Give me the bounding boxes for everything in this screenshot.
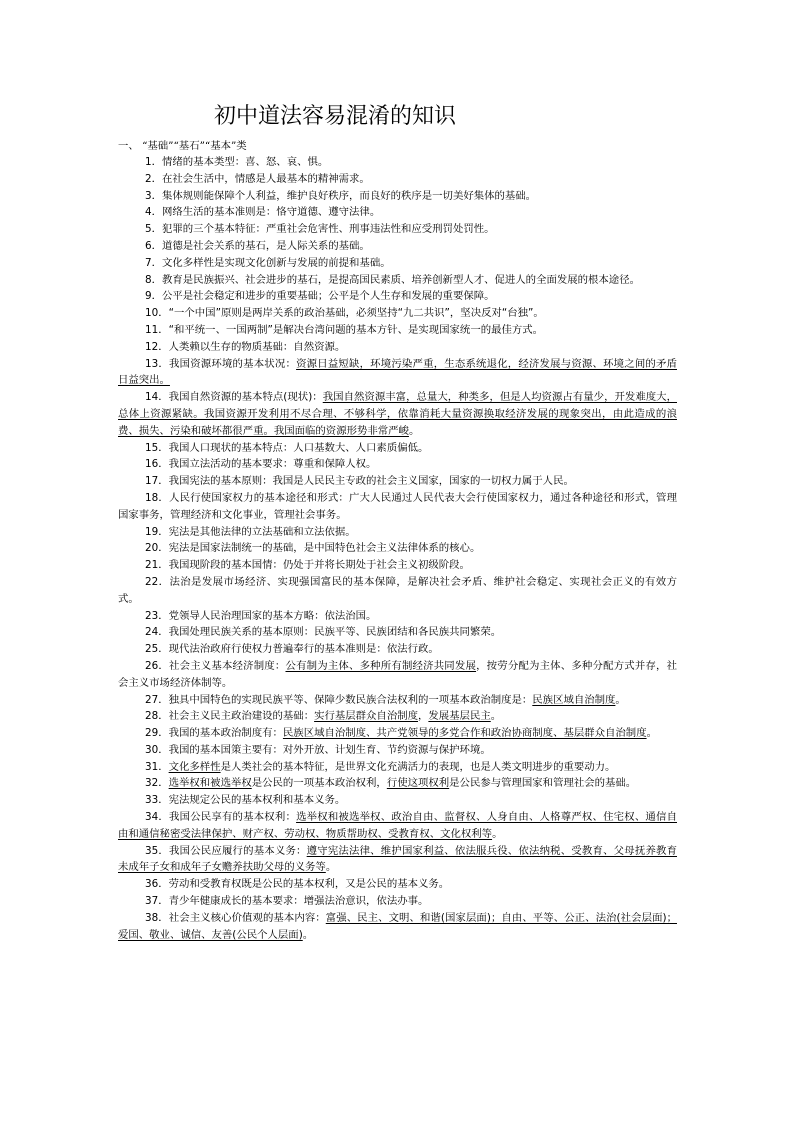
list-item: [118, 305, 677, 322]
list-item: [118, 574, 677, 608]
item-text: “和平统一、一国两制”是解决台湾问题的基本方针、是实现国家统一的最佳方式。: [168, 323, 544, 336]
item-text: 我国的基本政治制度有：: [168, 727, 283, 740]
item-number: 27．: [145, 693, 169, 706]
item-text: 我国资源环境的基本状况：: [169, 357, 297, 370]
item-text: 犯罪的三个基本特征：严重社会危害性、刑事违法性和应受刑罚处罚性。: [162, 223, 495, 236]
item-number: 31．: [145, 760, 169, 773]
item-text: 劳动和受教育权既是公民的基本权利，又是公民的基本义务。: [168, 878, 450, 891]
item-list: [118, 154, 677, 943]
item-number: 35．: [145, 844, 170, 857]
list-item: [118, 742, 677, 759]
item-text: 青少年健康成长的基本要求：增强法治意识，依法办事。: [168, 895, 429, 908]
list-item: [118, 540, 677, 557]
item-text: 。: [325, 861, 337, 874]
item-text-underlined: 遵守宪法法律、维护国家利益、依法服兵役、依法纳税、受教育、父母抚养教育未成年子女和成年子女赡养扶助父母的义务等: [118, 844, 678, 874]
item-text-underlined: 民族区域自治制度: [532, 693, 616, 706]
item-text-underlined: 富强、民主、文明、和谐(国家层面)；自由、平等、公正、法治(社会层面)；爱国、敬业、诚信、友善(公民个人层面): [118, 911, 677, 941]
item-text: 宪法规定公民的基本权利和基本义务。: [168, 794, 346, 807]
item-text: 集体规则能保障个人利益，维护良好秩序，而良好的秩序是一切美好集体的基础。: [162, 189, 537, 202]
list-item: [118, 238, 677, 255]
list-item: [118, 356, 677, 390]
list-item: [118, 725, 677, 742]
item-text-underlined: 民族区域自治制度、共产党领导的多党合作和政治协商制度、基层群众自治制度: [282, 727, 647, 740]
item-number: 28．: [145, 710, 169, 723]
list-item: [118, 759, 677, 776]
item-text: 我国人口现状的基本特点：人口基数大、人口素质偏低。: [168, 441, 429, 454]
list-item: [118, 490, 677, 524]
item-text: 社会主义核心价值观的基本内容：: [168, 911, 326, 924]
item-text: 。: [615, 693, 626, 706]
list-item: [118, 910, 677, 944]
item-number: 12．: [145, 340, 169, 353]
item-text: 情绪的基本类型：喜、怒、哀、惧。: [162, 156, 329, 168]
item-number: 33．: [145, 794, 169, 807]
item-text: 文化多样性是实现文化创新与发展的前提和基础。: [162, 256, 391, 269]
item-number: 20．: [145, 542, 169, 555]
item-text: 人类赖以生存的物质基础：自然资源。: [168, 340, 346, 353]
item-text: 网络生活的基本准则是：恪守道德、遵守法律。: [162, 206, 381, 219]
list-item: [118, 893, 677, 910]
item-number: 38．: [145, 911, 169, 924]
item-text: 。: [408, 424, 420, 437]
item-text: 道德是社会关系的基石，是人际关系的基础。: [162, 239, 370, 252]
item-number: 16．: [145, 458, 169, 471]
item-text: ，: [418, 710, 429, 723]
list-item: [118, 473, 677, 490]
item-number: 14．: [145, 391, 169, 404]
item-number: 17．: [145, 475, 169, 488]
item-text: 我国处理民族关系的基本原则：民族平等、民族团结和各民族共同繁荣。: [168, 626, 502, 639]
item-text: 法治是发展市场经济、实现强国富民的基本保障，是解决社会矛盾、维护社会稳定、实现社会正义的有效方式。: [118, 575, 677, 605]
item-text: 独具中国特色的实现民族平等、保障少数民族合法权利的一项基本政治制度是：: [168, 693, 533, 706]
item-text: 在社会生活中，情感是人最基本的精神需求。: [162, 172, 370, 185]
item-text: 是公民参与管理国家和管理社会的基础。: [449, 777, 637, 790]
item-text: 宪法是国家法制统一的基础，是中国特色社会主义法律体系的核心。: [168, 542, 481, 555]
list-item: [118, 255, 677, 272]
list-item: [118, 440, 677, 457]
item-number: 32．: [145, 777, 169, 790]
section-heading: 一、 “基础”“基石”“基本”类: [118, 140, 247, 152]
list-item: [118, 876, 677, 893]
item-number: 29．: [145, 727, 169, 740]
item-number: 11．: [145, 323, 169, 336]
item-text: 。: [492, 827, 503, 840]
item-text: 我国现阶段的基本国情：仍处于并将长期处于社会主义初级阶段。: [168, 559, 470, 572]
item-number: 7．: [145, 256, 163, 269]
item-number: 10．: [145, 307, 169, 320]
item-text: 教育是民族振兴、社会进步的基石，是提高国民素质、培养创新型人才、促进人的全面发展的根本途径。: [162, 273, 640, 286]
item-text-underlined: 文化多样性: [168, 760, 221, 773]
list-item: [118, 608, 677, 625]
list-item: [118, 171, 677, 188]
item-text: 人民行使国家权力的基本途径和形式：广大人民通过人民代表大会行使国家权力，通过各种途径和形式，管理国家事务，管理经济和文化事业，管理社会事务。: [118, 491, 677, 521]
item-text-underlined: 我国自然资源丰富，总量大，种类多，但是人均资源占有量少，开发难度大，总体上资源紧缺。我国资源开发利用不尽合理、不够科学，依靠消耗大量资源换取经济发展的现象突出，由此造成的浪费、损失、污染和破坏都很严重。我国面临的资源形势非常严峻: [118, 391, 677, 437]
list-item: [118, 221, 677, 238]
item-text: 我国公民应履行的基本义务：: [169, 844, 307, 857]
list-item: [118, 288, 677, 305]
list-item: [118, 658, 677, 692]
item-number: 21．: [145, 559, 169, 572]
list-item: [118, 843, 677, 877]
list-item: [118, 339, 677, 356]
item-text: 我国公民享有的基本权利：: [169, 811, 297, 824]
item-number: 23．: [145, 609, 169, 622]
item-text: 公平是社会稳定和进步的重要基础；公平是个人生存和发展的重要保障。: [162, 290, 495, 303]
list-item: [118, 809, 677, 843]
item-text-underlined: 资源日益短缺，环境污染严重，生态系统退化，经济发展与资源、环境之间的矛盾日益突出。: [118, 357, 677, 387]
item-text: 。: [646, 727, 657, 740]
list-item: [118, 154, 677, 171]
item-text: “一个中国”原则是两岸关系的政治基础，必须坚持“九二共识”，坚决反对“台独”。: [168, 307, 544, 320]
item-number: 22．: [145, 575, 170, 588]
item-number: 1．: [145, 156, 163, 168]
item-number: 36．: [145, 878, 169, 891]
item-text: 我国自然资源的基本特点(现状)：: [168, 391, 323, 404]
item-number: 6．: [145, 239, 163, 252]
item-number: 34．: [145, 811, 170, 824]
item-text: 。: [302, 928, 314, 941]
list-item: [118, 524, 677, 541]
item-text-underlined: 实行基层群众自治制度: [314, 710, 418, 723]
item-number: 19．: [145, 525, 169, 538]
list-item: [118, 188, 677, 205]
list-item: [118, 792, 677, 809]
item-text-underlined: 公有制为主体、多种所有制经济共同发展: [285, 659, 477, 672]
page-title: 初中道法容易混淆的知识: [214, 104, 457, 129]
list-item: [118, 557, 677, 574]
item-text: 我国宪法的基本原则：我国是人民民主专政的社会主义国家，国家的一切权力属于人民。: [168, 475, 574, 488]
item-number: 26．: [145, 659, 170, 672]
list-item: [118, 708, 677, 725]
item-text: 现代法治政府行使权力普遍奉行的基本准则是：依法行政。: [168, 643, 439, 656]
list-item: [118, 456, 677, 473]
item-text: 。: [490, 710, 502, 723]
item-text-underlined: 选举权和被选举权、政治自由、监督权、人身自由、人格尊严权、住宅权、通信自由和通信秘密受法律保护、财产权、劳动权、物质帮助权、受教育权、文化权利等: [118, 811, 677, 840]
item-text: 宪法是其他法律的立法基础和立法依据。: [168, 525, 356, 538]
item-text: 是人类社会的基本特征，是世界文化充满活力的表现，也是人类文明进步的重要动力。: [220, 760, 616, 773]
item-text-underlined: 发展基层民主: [428, 710, 491, 723]
list-item: [118, 624, 677, 641]
list-item: [118, 272, 677, 289]
item-text: ，按劳分配为主体、多种分配方式并存，社会主义市场经济体制等。: [118, 659, 678, 689]
item-number: 13．: [145, 357, 170, 370]
item-number: 18．: [145, 491, 170, 504]
list-item: [118, 204, 677, 221]
list-item: [118, 641, 677, 658]
list-item: [118, 692, 677, 709]
list-item: [118, 322, 677, 339]
item-number: 30．: [145, 743, 169, 756]
item-number: 24．: [145, 626, 169, 639]
item-number: 3．: [145, 189, 163, 202]
item-text: 社会主义民主政治建设的基础：: [168, 710, 315, 723]
list-item: [118, 389, 677, 439]
item-number: 25．: [145, 643, 169, 656]
item-number: 5．: [145, 223, 163, 236]
list-item: [118, 775, 677, 792]
item-text: 我国立法活动的基本要求：尊重和保障人权。: [168, 458, 377, 471]
item-text-underlined: 行使这项权利: [386, 777, 450, 790]
item-number: 15．: [145, 441, 169, 454]
item-text: 我国的基本国策主要有：对外开放、计划生育、节约资源与保护环境。: [168, 743, 491, 756]
item-number: 9．: [145, 290, 163, 303]
item-number: 4．: [145, 206, 163, 219]
item-text-underlined: 选举权和被选举权: [168, 777, 252, 790]
item-text: 社会主义基本经济制度：: [169, 659, 286, 672]
item-number: 2．: [145, 172, 163, 185]
item-text: 是公民的一项基本政治权利，: [251, 777, 387, 790]
item-number: 37．: [145, 895, 169, 908]
item-text: 党领导人民治理国家的基本方略：依法治国。: [168, 609, 377, 622]
item-number: 8．: [145, 273, 163, 286]
